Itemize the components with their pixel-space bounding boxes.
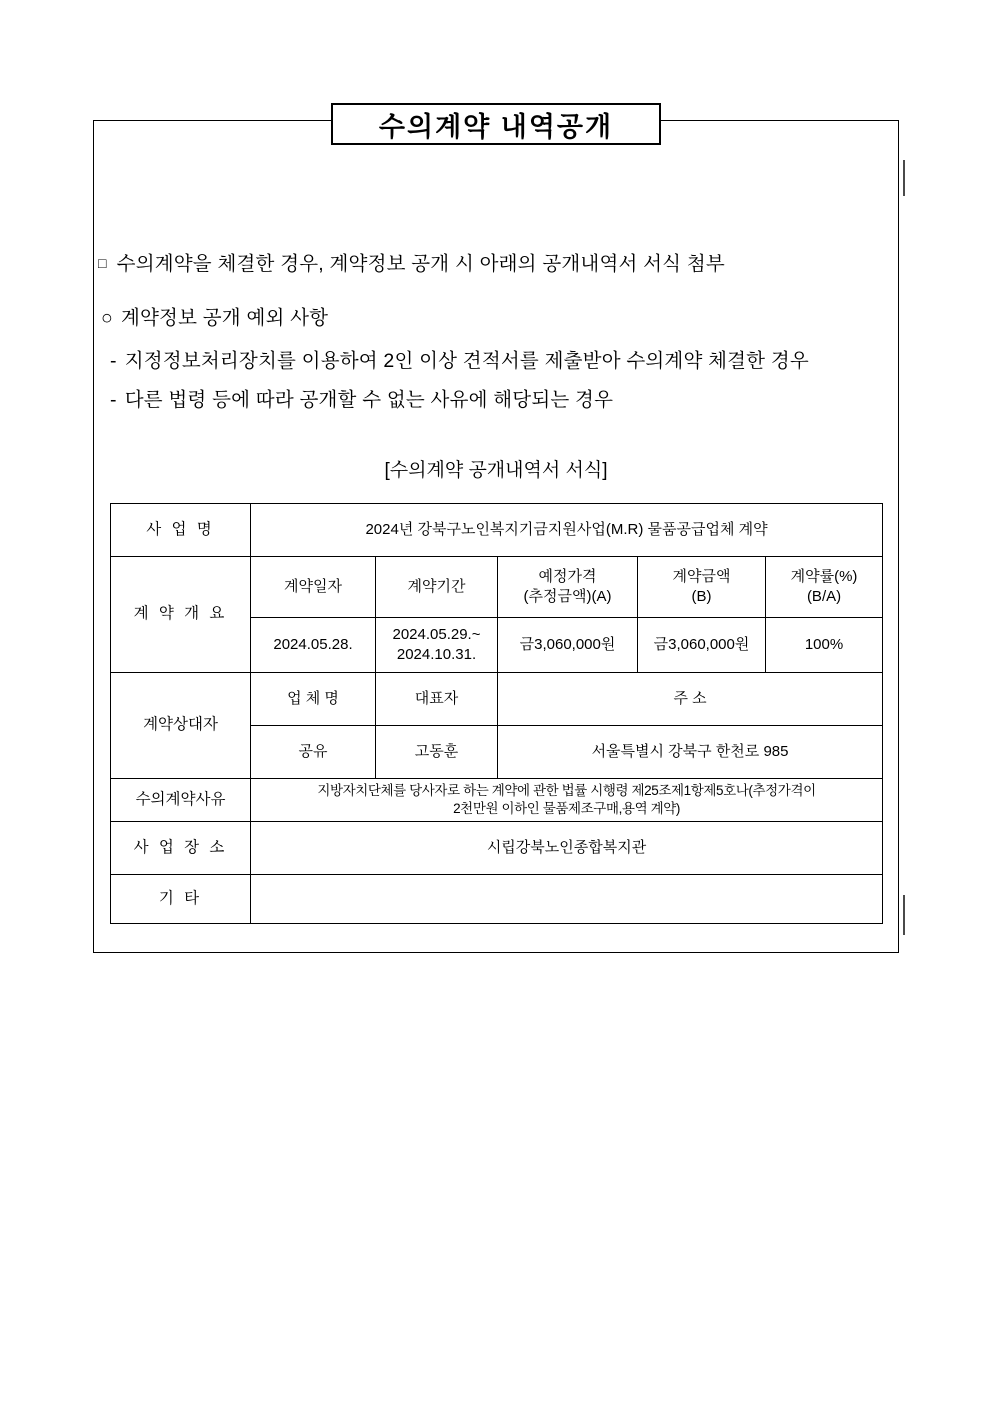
label-business-name: 사 업 명	[111, 504, 251, 557]
table-row-counterparty-headers	[111, 673, 883, 726]
value-contract-amount: 금3,060,000원	[638, 618, 766, 673]
value-address: 서울특별시 강북구 한천로 985	[498, 726, 883, 779]
scan-artifact-top	[903, 160, 905, 196]
label-counterparty: 계약상대자	[111, 673, 251, 779]
label-business-place: 사 업 장 소	[111, 822, 251, 875]
header-estimated-price-line2: (추정금액)(A)	[523, 588, 612, 605]
table-row-business-place	[111, 822, 883, 875]
value-contract-rate: 100%	[766, 618, 883, 673]
header-company-name: 업 체 명	[251, 673, 376, 726]
bullet-marker-dash-1: -	[110, 350, 117, 372]
table-row-business-name	[111, 504, 883, 557]
bullet-item-3	[110, 345, 809, 373]
header-address: 주 소	[498, 673, 883, 726]
value-reason-line2: 2천만원 이하인 물품제조구매,용역 계약)	[453, 801, 680, 817]
header-contract-rate-line1: 계약률(%)	[790, 567, 858, 585]
header-contract-amount-line2: (B)	[691, 588, 712, 605]
table-row-overview-headers	[111, 557, 883, 618]
value-estimated-price: 금3,060,000원	[498, 618, 638, 673]
bullet-text-3: 지정정보처리장치를 이용하여 2인 이상 견적서를 제출받아 수의계약 체결한 경우	[124, 350, 809, 372]
bullet-item-2	[101, 302, 328, 330]
header-contract-date: 계약일자	[251, 557, 376, 618]
header-contract-rate-line2: (B/A)	[806, 588, 842, 605]
value-reason	[251, 779, 883, 822]
bullet-item-1	[98, 248, 725, 276]
bullet-text-4: 다른 법령 등에 따라 공개할 수 없는 사유에 해당되는 경우	[124, 389, 614, 411]
value-contract-period-line1: 2024.05.29.~	[392, 625, 481, 643]
value-contract-date: 2024.05.28.	[251, 618, 376, 673]
header-contract-amount	[638, 557, 766, 618]
bullet-marker-square: □	[98, 255, 107, 271]
value-business-place: 시립강북노인종합복지관	[251, 822, 883, 875]
header-contract-period: 계약기간	[376, 557, 498, 618]
value-business-name: 2024년 강북구노인복지기금지원사업(M.R) 물품공급업체 계약	[251, 504, 883, 557]
header-contract-amount-line1: 계약금액	[672, 567, 731, 585]
form-caption: [수의계약 공개내역서 서식]	[384, 460, 608, 481]
bullet-text-2: 계약정보 공개 예외 사항	[120, 307, 329, 329]
bullet-marker-dash-2: -	[110, 389, 117, 411]
bullet-marker-circle: ○	[101, 307, 113, 329]
value-representative: 고동훈	[376, 726, 498, 779]
table-row-reason	[111, 779, 883, 822]
label-contract-overview: 계 약 개 요	[111, 557, 251, 673]
value-contract-period-line2: 2024.10.31.	[396, 646, 477, 663]
value-etc	[251, 875, 883, 924]
page-title: 수의계약 내역공개	[378, 111, 614, 142]
table-row-etc	[111, 875, 883, 924]
value-contract-period	[376, 618, 498, 673]
header-estimated-price	[498, 557, 638, 618]
header-estimated-price-line1: 예정가격	[538, 567, 597, 585]
bullet-item-4	[110, 384, 613, 412]
document-title-box	[331, 103, 661, 145]
scan-artifact-bottom	[903, 895, 905, 935]
header-contract-rate	[766, 557, 883, 618]
contract-disclosure-table	[110, 503, 883, 924]
label-reason: 수의계약사유	[111, 779, 251, 822]
value-company-name: 공유	[251, 726, 376, 779]
value-reason-line1: 지방자치단체를 당사자로 하는 계약에 관한 법률 시행령 제25조제1항제5호나(추정가격이	[317, 783, 816, 798]
header-representative: 대표자	[376, 673, 498, 726]
label-etc: 기 타	[111, 875, 251, 924]
bullet-text-1: 수의계약을 체결한 경우, 계약정보 공개 시 아래의 공개내역서 서식 첨부	[116, 253, 725, 275]
